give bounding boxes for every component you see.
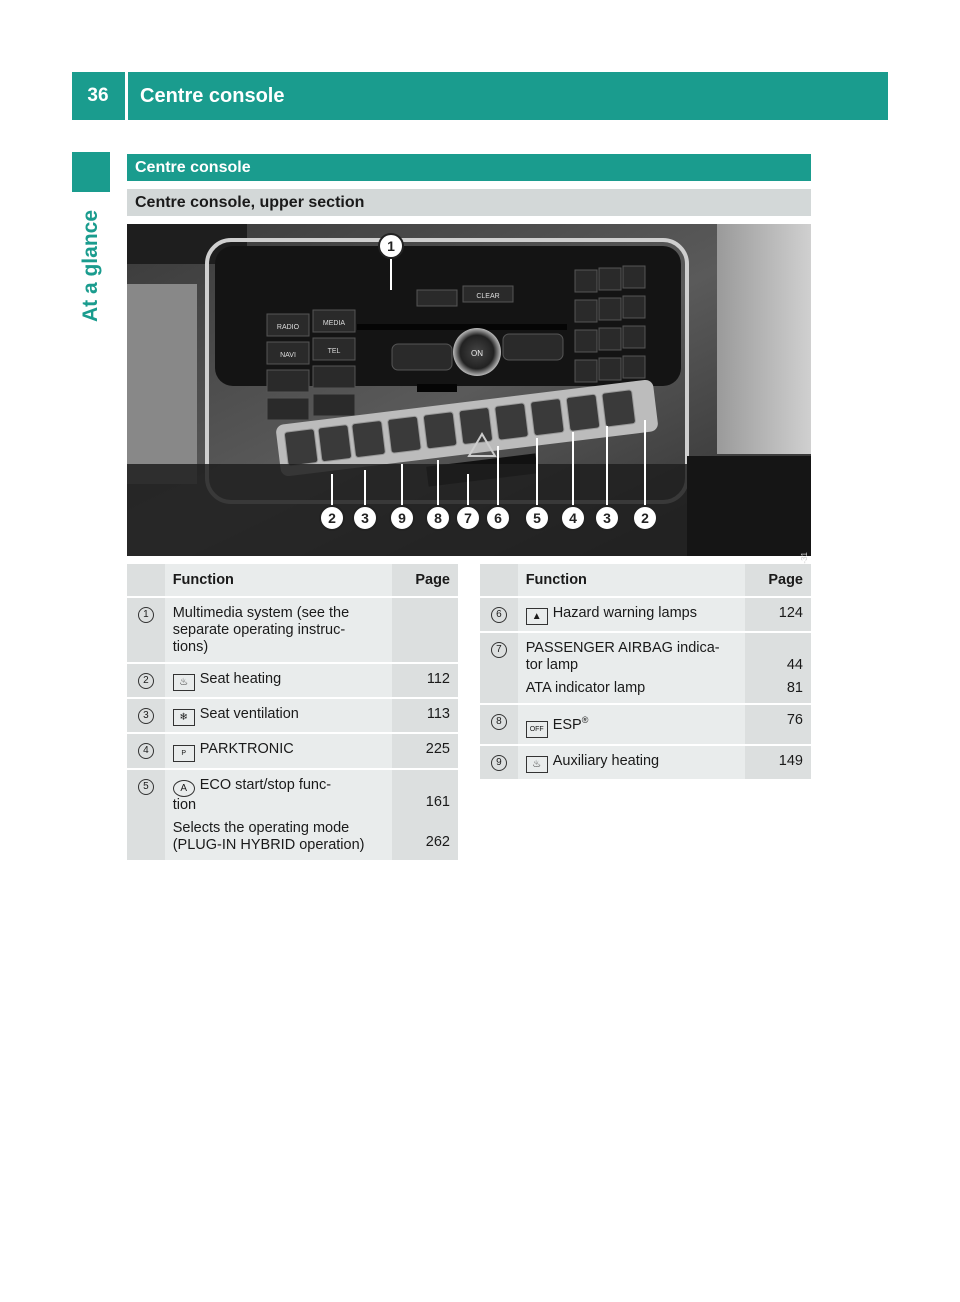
media-label: MEDIA — [322, 320, 346, 327]
item-number: 4 — [138, 743, 154, 759]
table-row — [127, 597, 458, 663]
item-number: 1 — [138, 607, 154, 623]
item-number: 6 — [491, 607, 507, 623]
page-ref-airbag: 44 — [786, 657, 803, 673]
section-title: Centre console — [127, 154, 811, 181]
function-text: Multimedia system (see the separate operating instruc- tions) — [165, 597, 392, 663]
callout-number: 4 — [569, 510, 577, 526]
callout-number: 9 — [398, 510, 406, 526]
side-label-text: At a glance — [79, 209, 102, 323]
esp-off-icon: OFF — [526, 721, 548, 738]
function-text: ESP — [552, 716, 582, 733]
eco-start-stop-icon: A — [173, 780, 195, 797]
table-row — [127, 733, 458, 769]
auxiliary-heating-icon: ♨ — [526, 756, 548, 773]
page-number: 36 — [87, 85, 109, 106]
ata-indicator-text: ATA indicator lamp — [525, 680, 646, 696]
tel-label: TEL — [327, 348, 341, 355]
page-ref-eco: 161 — [425, 794, 450, 810]
table-row — [480, 632, 811, 704]
page-ref-ata: 81 — [786, 680, 803, 696]
function-text: Seat heating — [199, 671, 282, 687]
col-number — [480, 564, 518, 597]
callout-number: 2 — [328, 510, 336, 526]
function-text: Seat ventilation — [199, 706, 299, 722]
item-number: 5 — [138, 779, 154, 795]
clear-label: CLEAR — [476, 293, 500, 300]
page-ref-hybrid: 262 — [425, 834, 450, 850]
page-ref: 112 — [392, 663, 458, 698]
callout-top — [379, 234, 403, 258]
item-number: 7 — [491, 642, 507, 658]
col-function: Function — [165, 564, 392, 597]
hazard-warning-icon: ▲ — [526, 608, 548, 625]
function-text: Hazard warning lamps — [552, 605, 697, 621]
table-row — [480, 597, 811, 632]
col-function: Function — [518, 564, 745, 597]
item-number: 2 — [138, 673, 154, 689]
page-ref: 124 — [745, 597, 811, 632]
seat-ventilation-icon: ❄ — [173, 709, 195, 726]
table-row — [480, 704, 811, 745]
callout-number: 3 — [361, 510, 369, 526]
function-table-left — [127, 564, 458, 862]
callout-top-number: 1 — [387, 238, 395, 254]
table-row — [480, 745, 811, 780]
function-text-block: A ECO start/stop func- tion Selects the operating mode (PLUG-IN HYBRID operation) — [165, 769, 392, 861]
callout-number: 5 — [533, 510, 541, 526]
table-row — [127, 663, 458, 698]
subsection-title: Centre console, upper section — [127, 189, 811, 216]
page-ref — [745, 632, 811, 704]
callout-number: 8 — [434, 510, 442, 526]
page-ref: 149 — [745, 745, 811, 780]
col-number — [127, 564, 165, 597]
item-number: 9 — [491, 755, 507, 771]
callout-number: 3 — [603, 510, 611, 526]
page-header — [72, 72, 888, 120]
header-divider — [125, 72, 128, 120]
callout-number: 7 — [464, 510, 472, 526]
page-ref — [392, 597, 458, 663]
callout-number: 6 — [494, 510, 502, 526]
item-number: 3 — [138, 708, 154, 724]
knob-label: ON — [471, 349, 483, 358]
function-text: Auxiliary heating — [552, 752, 660, 769]
navi-label: NAVI — [280, 352, 296, 359]
item-number: 8 — [491, 714, 507, 730]
function-text-block: PASSENGER AIRBAG indica- tor lamp ATA indicator lamp — [518, 632, 745, 704]
parktronic-off-icon: P — [173, 745, 195, 762]
function-text: PARKTRONIC — [199, 741, 294, 757]
table-row — [127, 769, 458, 861]
callouts-bottom — [320, 506, 657, 530]
col-page: Page — [745, 564, 811, 597]
page-ref: 225 — [392, 733, 458, 769]
side-label — [72, 196, 110, 336]
header-title: Centre console — [140, 85, 285, 107]
page-ref: 113 — [392, 698, 458, 733]
page-ref — [392, 769, 458, 861]
side-tab-marker — [72, 152, 110, 192]
function-table-right — [480, 564, 811, 781]
seat-heating-icon: ♨ — [173, 674, 195, 691]
callout-number: 2 — [641, 510, 649, 526]
col-page: Page — [392, 564, 458, 597]
table-row — [127, 698, 458, 733]
centre-console-photo — [127, 224, 811, 556]
page-ref: 76 — [745, 704, 811, 745]
radio-label: RADIO — [276, 324, 300, 331]
registered-mark: ® — [581, 715, 589, 725]
